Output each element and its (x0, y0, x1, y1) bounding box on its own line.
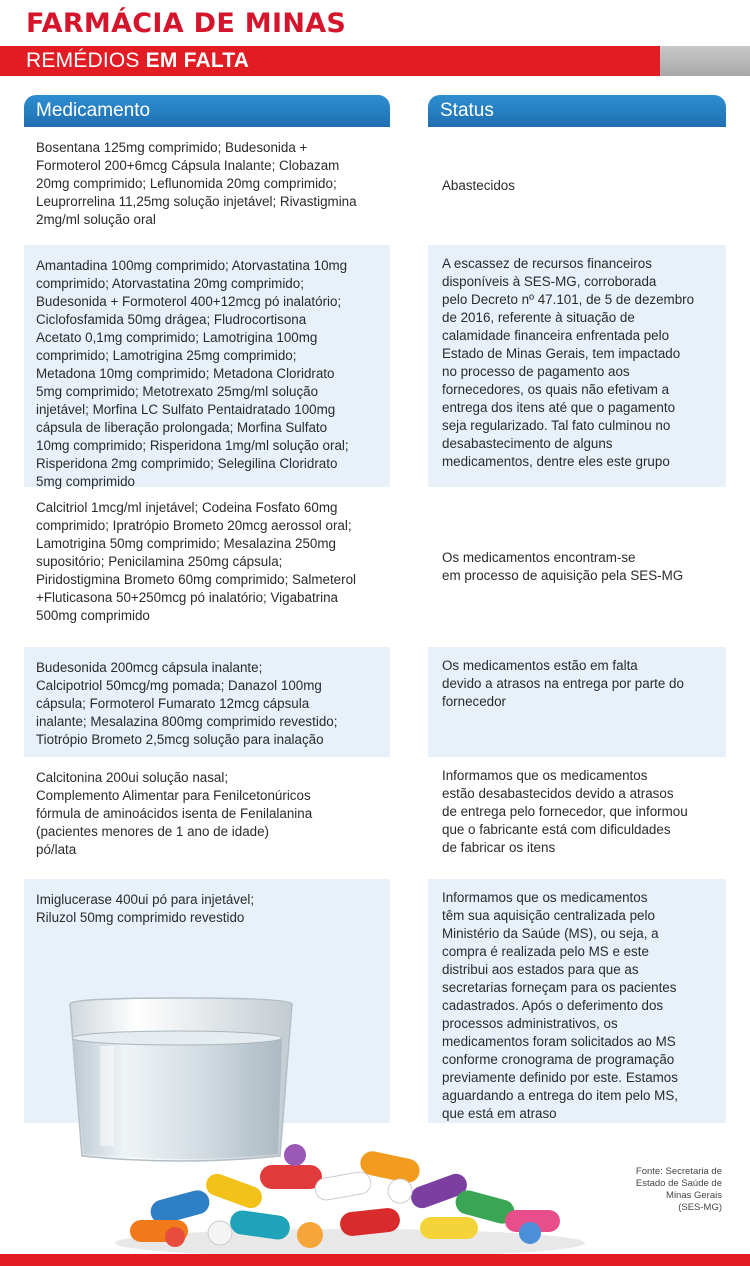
source-note: Fonte: Secretaria de Estado de Saúde de Minas Gerais (SES-MG) (635, 1166, 722, 1213)
status-cell (428, 647, 726, 757)
status-text: Os medicamentos encontram-se em processo de aquisição pela SES-MG (442, 550, 684, 583)
medicine-list: Bosentana 125mg comprimido; Budesonida + Formoterol 200+6mcg Cápsula Inalante; Clobazam 20mg comprimido; Leflunomida 20mg comprimido; Leuprorrelina 11,25mg solução injetável; Rivastigmina 2mg/ml solução oral (36, 140, 357, 227)
medicine-list: Calcitriol 1mcg/ml injetável; Codeina Fosfato 60mg comprimido; Ipratrópio Brometo 20mcg aerossol oral; Lamotrigina 50mg comprimido; Mesalazina 250mg supositório; Penicilamina 250mg cápsula; Piridostigmina Brometo 60mg comprimido; Salmeterol +Fluticasona 50+250mcg pó inalatório; Vigabatrina 500mg comprimido (36, 500, 357, 623)
page-title: FARMÁCIA DE MINAS (26, 8, 347, 39)
column-header-status: Status (428, 95, 726, 127)
column-header-medicine: Medicamento (24, 95, 390, 127)
status-text: Abastecidos (442, 178, 515, 193)
status-cell (428, 757, 726, 879)
medicine-cell (24, 245, 390, 487)
medicine-list: Amantadina 100mg comprimido; Atorvastatina 10mg comprimido; Atorvastatina 20mg comprimido; Budesonida + Formoterol 400+12mcg pó inalatório; Ciclofosfamida 50mg drágea; Fludrocortisona Acetato 0,1mg comprimido; Lamotrigina 100mg comprimido; Lamotrigina 25mg comprimido; Metadona 10mg comprimido; Metadona Cloridrato 5mg comprimido; Metotrexato 25mg/ml solução injetável; Morfina LC Sulfato Pentaidratado 100mg cápsula de liberação prolongada; Morfina Sulfato 10mg comprimido; Risperidona 1mg/ml solução oral; Risperidona 2mg comprimido; Selegilina Cloridrato 5mg comprimido (36, 258, 349, 489)
table-row (0, 127, 750, 245)
status-cell (428, 127, 726, 245)
medicine-list: Imiglucerase 400ui pó para injetável; Riluzol 50mg comprimido revestido (36, 892, 255, 925)
medicine-cell (24, 487, 390, 647)
status-cell (428, 245, 726, 487)
medicine-cell (24, 127, 390, 245)
table-row (0, 647, 750, 757)
medicine-list: Calcitonina 200ui solução nasal; Complemento Alimentar para Fenilcetonúricos fórmula de aminoácidos isenta de Fenilalanina (pacientes menores de 1 ano de idade) pó/lata (36, 770, 313, 857)
status-cell (428, 879, 726, 1123)
table-row (0, 757, 750, 879)
status-text: Informamos que os medicamentos estão desabastecidos devido a atrasos de entrega pelo fornecedor, que informou que o fabricante está com dificuldades de fabricar os itens (442, 768, 688, 855)
table-row (0, 245, 750, 487)
medicine-cell (24, 647, 390, 757)
subtitle (26, 49, 249, 73)
subtitle-regular: REMÉDIOS (26, 49, 146, 72)
banner-gray-tab (660, 46, 750, 76)
bottom-bar (0, 1254, 750, 1266)
medicine-list: Budesonida 200mcg cápsula inalante; Calcipotriol 50mcg/mg pomada; Danazol 100mg cápsula; Formoterol Fumarato 12mcg cápsula inalante; Mesalazina 800mg comprimido revestido; Tiotrópio Brometo 2,5mcg solução para inalação (36, 660, 338, 747)
medicine-cell (24, 757, 390, 879)
status-cell (428, 487, 726, 647)
pills-illustration (110, 1125, 590, 1255)
table-row (0, 487, 750, 647)
status-text: Informamos que os medicamentos têm sua aquisição centralizada pelo Ministério da Saúde (MS), ou seja, a compra é realizada pelo MS e este distribui aos estados para que as secretarias forneçam para os pacientes cadastrados. Após o deferimento dos processos administrativos, os medicamentos foram solicitados ao MS conforme cronograma de programação previamente definido por este. Estamos aguardando a entrega do item pelo MS, que está em atraso (442, 890, 678, 1121)
status-text: A escassez de recursos financeiros disponíveis à SES-MG, corroborada pelo Decreto nº 47.101, de 5 de dezembro de 2016, referente à situação de calamidade financeira enfrentada pelo Estado de Minas Gerais, tem impactado no processo de pagamento aos fornecedores, os quais não efetivam a entrega dos itens até que o pagamento seja regularizado. Tal fato culminou no desabastecimento de alguns medicamentos, dentre eles este grupo (442, 256, 695, 469)
subtitle-bold: EM FALTA (145, 49, 250, 72)
status-text: Os medicamentos estão em falta devido a atrasos na entrega por parte do fornecedor (442, 658, 684, 709)
pills-icon (110, 1125, 590, 1255)
